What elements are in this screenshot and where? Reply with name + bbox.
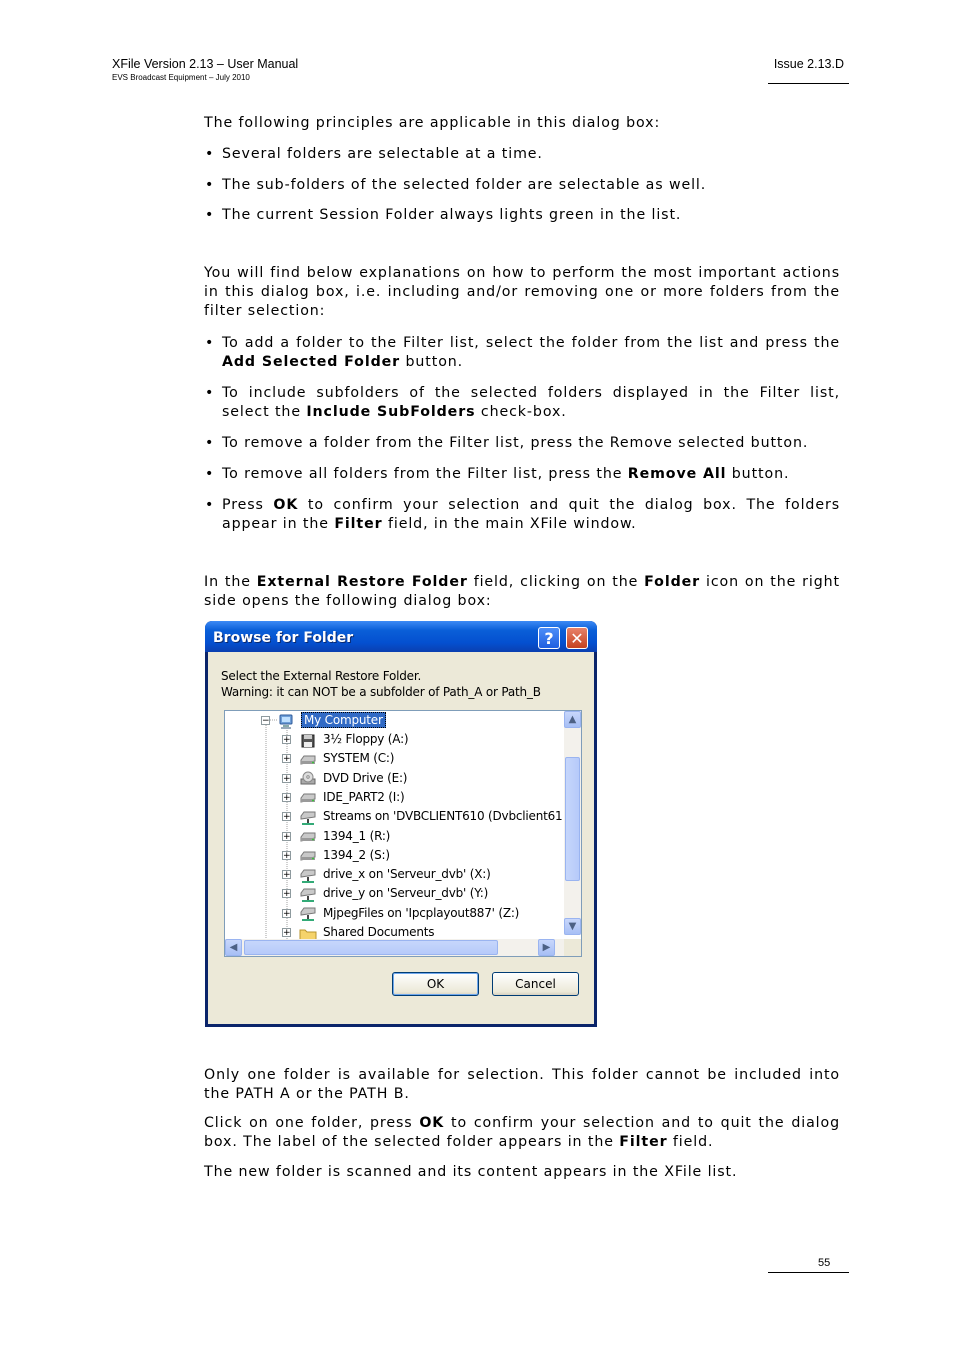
single-folder-paragraph: Only one folder is available for selection. This folder cannot be included into the PATH A or the PATH B.	[204, 1067, 840, 1102]
principle-bullet: • The sub-folders of the selected folder are selectable as well.	[204, 176, 840, 195]
help-icon[interactable]: ?	[538, 627, 560, 649]
tree-item[interactable]	[299, 884, 488, 903]
expand-toggle[interactable]: +	[283, 735, 291, 745]
tree-item[interactable]	[299, 827, 390, 846]
tree-item[interactable]	[299, 788, 404, 807]
close-icon[interactable]: ✕	[566, 627, 588, 649]
tree-item-label: Streams on 'DVBCLIENT610 (Dvbclient61	[323, 809, 563, 824]
scroll-left-button[interactable]: ◀	[225, 939, 242, 956]
expand-toggle[interactable]: +	[283, 792, 291, 803]
tree-item-label: SYSTEM (C:)	[323, 751, 395, 766]
header-rule	[768, 83, 849, 84]
tree-item-label: MjpegFiles on 'Ipcplayout887' (Z:)	[323, 905, 520, 920]
tree-item-label: drive_x on 'Serveur_dvb' (X:)	[323, 867, 491, 882]
tree-item-label: 1394_2 (S:)	[323, 847, 390, 862]
running-header	[112, 57, 298, 82]
footer-rule	[768, 1272, 849, 1273]
dialog-message	[221, 668, 541, 700]
scrollbar-corner	[564, 939, 581, 956]
collapse-toggle[interactable]: −	[262, 716, 270, 726]
vertical-scroll-thumb[interactable]	[565, 757, 580, 881]
tree-item-label: DVD Drive (E:)	[323, 770, 408, 785]
scroll-right-button[interactable]: ▶	[538, 939, 555, 956]
floppy-icon	[299, 733, 317, 747]
expand-toggle[interactable]: +	[283, 850, 291, 861]
explanations-paragraph: You will find below explanations on how to perform the most important actions in this dialog box, i.e. including and/or removing one or more folders from the filter selection:	[204, 265, 840, 319]
tree-item[interactable]	[299, 807, 563, 826]
page-number: 55	[818, 1257, 831, 1269]
external-restore-paragraph: In the External Restore Folder field, clicking on the Folder icon on the right side opens the following dialog box:	[204, 574, 841, 609]
expand-toggle[interactable]: +	[283, 908, 291, 919]
drive-icon	[299, 790, 317, 804]
drive-icon	[299, 752, 317, 766]
network-drive-icon	[299, 868, 317, 882]
drive-icon	[299, 829, 317, 843]
expand-toggle[interactable]: +	[283, 889, 291, 900]
expand-toggle[interactable]: +	[283, 870, 291, 881]
expand-toggle[interactable]: +	[283, 812, 291, 823]
horizontal-scroll-thumb[interactable]	[244, 940, 498, 955]
cancel-button[interactable]: Cancel	[492, 972, 579, 996]
network-drive-icon	[299, 887, 317, 901]
tree-item-label: 3½ Floppy (A:)	[323, 732, 409, 746]
issue-label: Issue 2.13.D	[773, 57, 844, 71]
principle-bullet: • The current Session Folder always lights green in the list.	[204, 206, 840, 225]
click-ok-paragraph: Click on one folder, press OK to confirm your selection and to quit the dialog box. The label of the selected folder appears in the Filter field.	[204, 1115, 840, 1150]
ok-button[interactable]: OK	[392, 972, 479, 996]
tree-item[interactable]	[299, 769, 407, 788]
scan-paragraph: The new folder is scanned and its content appears in the XFile list.	[204, 1164, 738, 1180]
tree-lines	[225, 711, 305, 941]
publisher-line: EVS Broadcast Equipment – July 2010	[112, 73, 250, 82]
dialog-title: Browse for Folder	[213, 630, 354, 646]
tree-item[interactable]	[299, 904, 519, 923]
action-bullet-remove-all: • To remove all folders from the Filter list, press the Remove All button.	[204, 465, 840, 484]
dialog-warning-line: Warning: it can NOT be a subfolder of Path_A or Path_B	[221, 685, 541, 699]
expand-toggle[interactable]: +	[283, 754, 291, 765]
scroll-down-button[interactable]: ▼	[564, 918, 581, 935]
tree-item-label: My Computer	[301, 712, 386, 728]
tree-item-label: Shared Documents	[323, 925, 435, 939]
action-bullet-ok: • Press OK to confirm your selection and quit the dialog box. The folders appear in the Filter field, in the main XFile window.	[204, 496, 840, 534]
folder-tree[interactable]	[224, 710, 582, 957]
tree-item[interactable]	[299, 749, 394, 768]
tree-item[interactable]	[299, 865, 491, 884]
dialog-body	[208, 652, 594, 1024]
expand-toggle[interactable]: +	[283, 928, 291, 938]
expand-toggle[interactable]: +	[283, 773, 291, 784]
expand-toggle[interactable]: +	[283, 831, 291, 842]
network-drive-icon	[299, 810, 317, 824]
intro-paragraph: The following principles are applicable in this dialog box:	[204, 115, 661, 131]
drive-icon	[299, 848, 317, 862]
dvd-icon	[299, 771, 317, 785]
manual-title: XFile Version 2.13 – User Manual	[112, 57, 299, 71]
tree-item[interactable]	[299, 730, 408, 749]
dialog-message-line: Select the External Restore Folder.	[221, 669, 422, 683]
tree-item-label: IDE_PART2 (I:)	[323, 789, 405, 804]
principle-bullet: • Several folders are selectable at a time.	[204, 145, 840, 164]
horizontal-scrollbar[interactable]	[225, 939, 564, 956]
action-bullet-subfolders: • To include subfolders of the selected folders displayed in the Filter list, select the Include SubFolders check-box.	[204, 384, 840, 422]
tree-item-label: 1394_1 (R:)	[323, 828, 391, 843]
network-drive-icon	[299, 906, 317, 920]
scroll-up-button[interactable]: ▲	[564, 711, 581, 728]
action-bullet-remove: • To remove a folder from the Filter list, press the Remove selected button.	[204, 434, 840, 453]
tree-item-label: drive_y on 'Serveur_dvb' (Y:)	[323, 886, 489, 901]
action-bullet-add: • To add a folder to the Filter list, select the folder from the list and press the Add Selected Folder button.	[204, 334, 840, 372]
tree-item-my-computer[interactable]	[277, 711, 386, 730]
tree-item[interactable]	[299, 846, 390, 865]
dialog-title-bar	[205, 621, 597, 652]
computer-icon	[277, 714, 295, 728]
browse-folder-dialog	[205, 621, 597, 1027]
vertical-scrollbar[interactable]	[564, 711, 581, 935]
folder-icon	[299, 926, 317, 940]
